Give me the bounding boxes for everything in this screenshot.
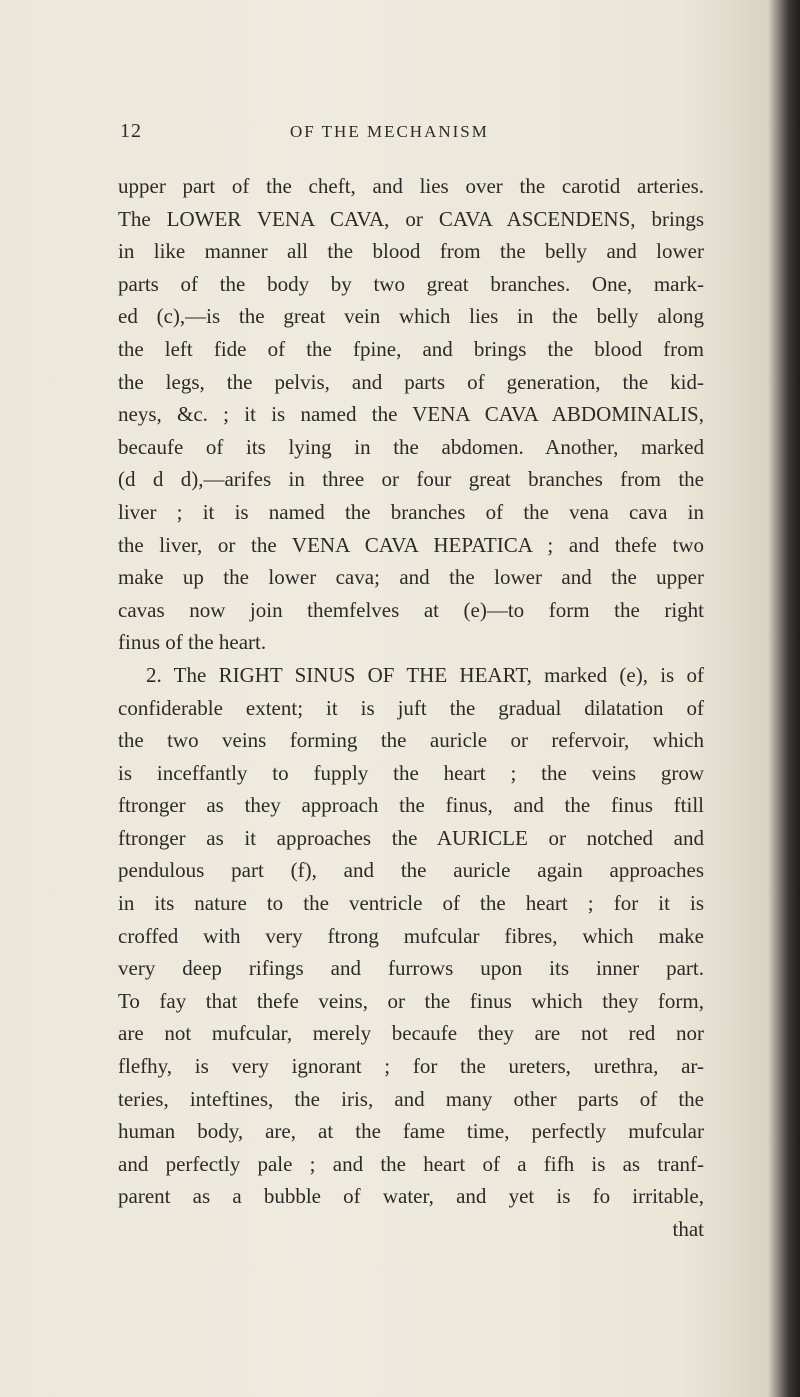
text-line: the left fide of the fpine, and brings the blood from [118,336,704,361]
text-line: parts of the body by two great branches. One, mark- [118,271,704,296]
text-line: (d d d),—arifes in three or four great branches from the [118,467,704,492]
text-line: 2. The RIGHT SINUS OF THE HEART, marked (e), is of [146,662,704,687]
catchword: that [672,1217,704,1241]
text-line: neys, &c. ; it is named the VENA CAVA ABDOMINALIS, [118,402,704,427]
page-number: 12 [120,120,142,142]
text-line: make up the lower cava; and the lower and the upper [118,565,704,590]
text-line: croffed with very ftrong mufcular fibres, which make [118,923,704,948]
text-line: cavas now join themfelves at (e)—to form the right [118,597,704,622]
text-line: ftronger as it approaches the AURICLE or notched and [118,825,704,850]
text-line: the legs, the pelvis, and parts of generation, the kid- [118,369,704,394]
page-header [120,120,700,148]
text-line: confiderable extent; it is juft the gradual dilatation of [118,695,704,720]
text-line: finus of the heart. [118,630,267,655]
text-line: the liver, or the VENA CAVA HEPATICA ; and thefe two [118,532,704,557]
running-head: OF THE MECHANISM [290,122,489,141]
text-line: parent as a bubble of water, and yet is fo irritable, [118,1184,704,1209]
text-line: the two veins forming the auricle or refervoir, which [118,728,704,753]
text-line: flefhy, is very ignorant ; for the ureters, urethra, ar- [118,1054,704,1079]
text-line: upper part of the cheft, and lies over the carotid arteries. [118,174,704,198]
text-line: in like manner all the blood from the belly and lower [118,239,704,264]
text-line: becaufe of its lying in the abdomen. Another, marked [118,434,704,459]
text-line: are not mufcular, merely becaufe they are not red nor [118,1021,704,1046]
text-line: is inceffantly to fupply the heart ; the veins grow [118,760,704,785]
text-line: ftronger as they approach the finus, and the finus ftill [118,793,704,818]
text-line: in its nature to the ventricle of the heart ; for it is [118,891,704,916]
text-line: The LOWER VENA CAVA, or CAVA ASCENDENS, brings [118,206,704,231]
text-line: and perfectly pale ; and the heart of a fifh is as tranf- [118,1151,704,1176]
text-line: pendulous part (f), and the auricle again approaches [118,858,704,883]
text-line: very deep rifings and furrows upon its inner part. [118,956,704,981]
text-line: liver ; it is named the branches of the vena cava in [118,499,704,524]
text-line: teries, inteftines, the iris, and many other parts of the [118,1086,704,1111]
text-line: To fay that thefe veins, or the finus which they form, [118,988,704,1013]
text-line: ed (c),—is the great vein which lies in the belly along [118,304,704,329]
body-text [118,170,704,1246]
text-line: human body, are, at the fame time, perfectly mufcular [118,1119,704,1144]
